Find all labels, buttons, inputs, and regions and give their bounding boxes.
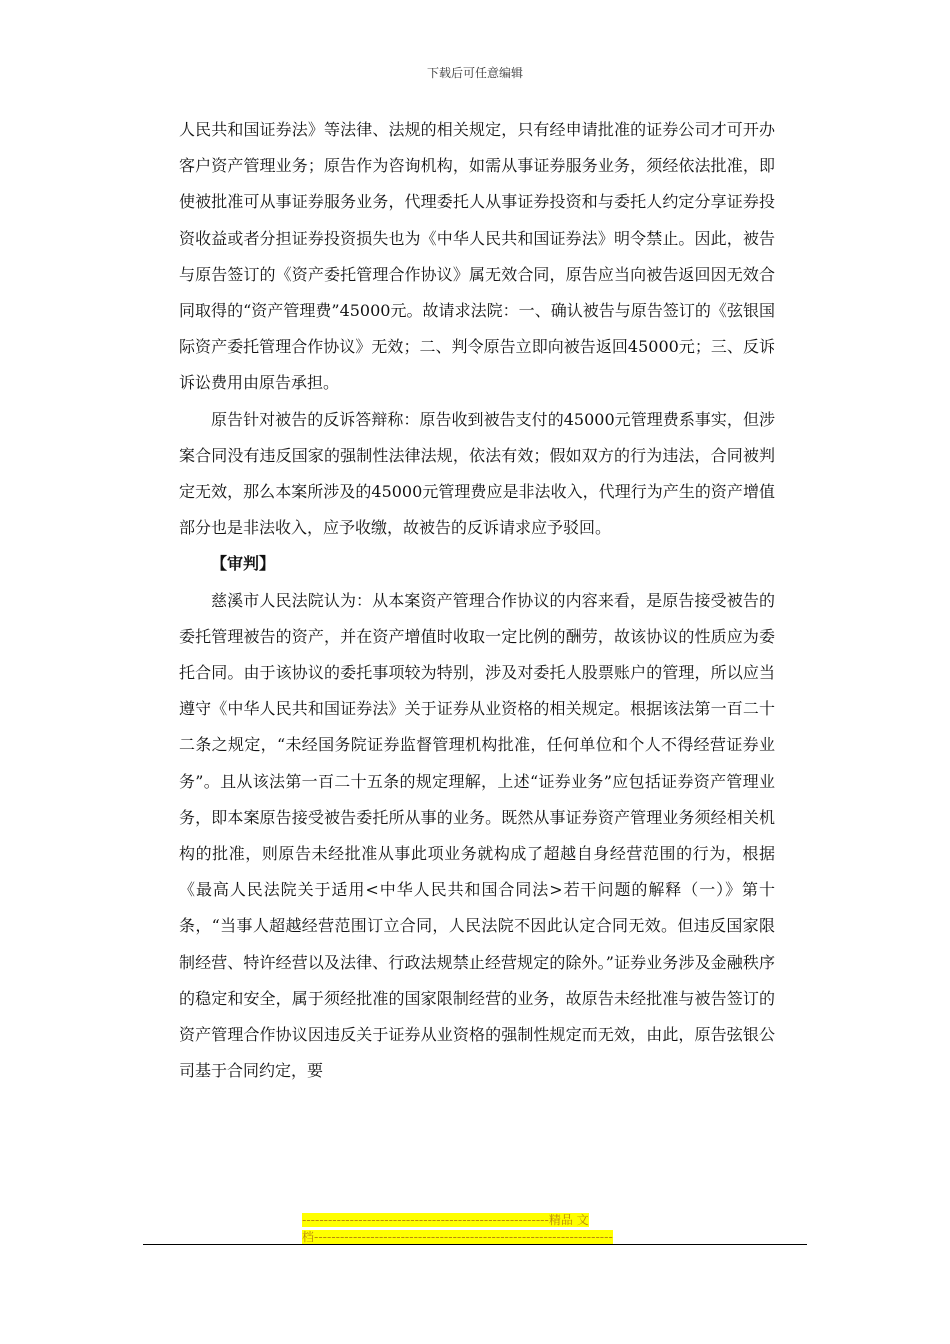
section-heading-judgment: 【审判】 xyxy=(211,554,276,574)
page-header: 下载后可任意编辑 xyxy=(426,66,523,80)
footer-watermark-line1: ---------------------------------------------------------精品 文 xyxy=(302,1213,589,1227)
footer-divider xyxy=(143,1244,807,1245)
paragraph-court-opinion: 慈溪市人民法院认为：从本案资产管理合作协议的内容来看，是原告接受被告的委托管理被告的资产，并在资产增值时收取一定比例的酬劳，故该协议的性质应为委托合同。由于该协议的委托事项较为特别，涉及对委托人股票账户的管理，所以应当遵守《中华人民共和国证券法》关于证券从业资格的相关规定。根据该法第一百二十二条之规定，“未经国务院证券监督管理机构批准，任何单位和个人不得经营证券业务”。且从该法第一百二十五条的规定理解，上述“证券业务”应包括证券资产管理业务，即本案原告接受被告委托所从事的业务。既然从事证券资产管理业务须经相关机构的批准，则原告未经批准从事此项业务就构成了超越自身经营范围的行为，根据《最高人民法院关于适用<中华人民共和国合同法>若干问题的解释（一）》第十条，“当事人超越经营范围订立合同，人民法院不因此认定合同无效。但违反国家限制经营、特许经营以及法律、行政法规禁止经营规定的除外。”证券业务涉及金融秩序的稳定和安全，属于须经批准的国家限制经营的业务，故原告未经批准与被告签订的资产管理合作协议因违反关于证券从业资格的强制性规定而无效，由此，原告弦银公司基于合同约定，要 xyxy=(179,590,775,1081)
paragraph-counterclaim-continuation: 人民共和国证券法》等法律、法规的相关规定，只有经申请批准的证券公司才可开办客户资产管理业务；原告作为咨询机构，如需从事证券服务业务，须经依法批准，即使被批准可从事证券服务业务，代理委托人从事证券投资和与委托人约定分享证券投资收益或者分担证券投资损失也为《中华人民共和国证券法》明令禁止。因此，被告与原告签订的《资产委托管理合作协议》属无效合同，原告应当向被告返回因无效合同取得的“资产管理费”45000元。故请求法院：一、确认被告与原告签订的《弦银国际资产委托管理合作协议》无效；二、判令原告立即向被告返回45000元；三、反诉诉讼费用由原告承担。 xyxy=(179,120,775,393)
footer-watermark xyxy=(302,1212,652,1246)
paragraph-plaintiff-defense: 原告针对被告的反诉答辩称：原告收到被告支付的45000元管理费系事实，但涉案合同没有违反国家的强制性法律法规，依法有效；假如双方的行为违法，合同被判定无效，那么本案所涉及的45000元管理费应是非法收入，代理行为产生的资产增值部分也是非法收入，应予收缴，故被告的反诉请求应予驳回。 xyxy=(179,409,775,538)
document-body xyxy=(179,112,775,1089)
footer-watermark-line2: 档--------------------------------------------------------------------- xyxy=(302,1230,613,1244)
